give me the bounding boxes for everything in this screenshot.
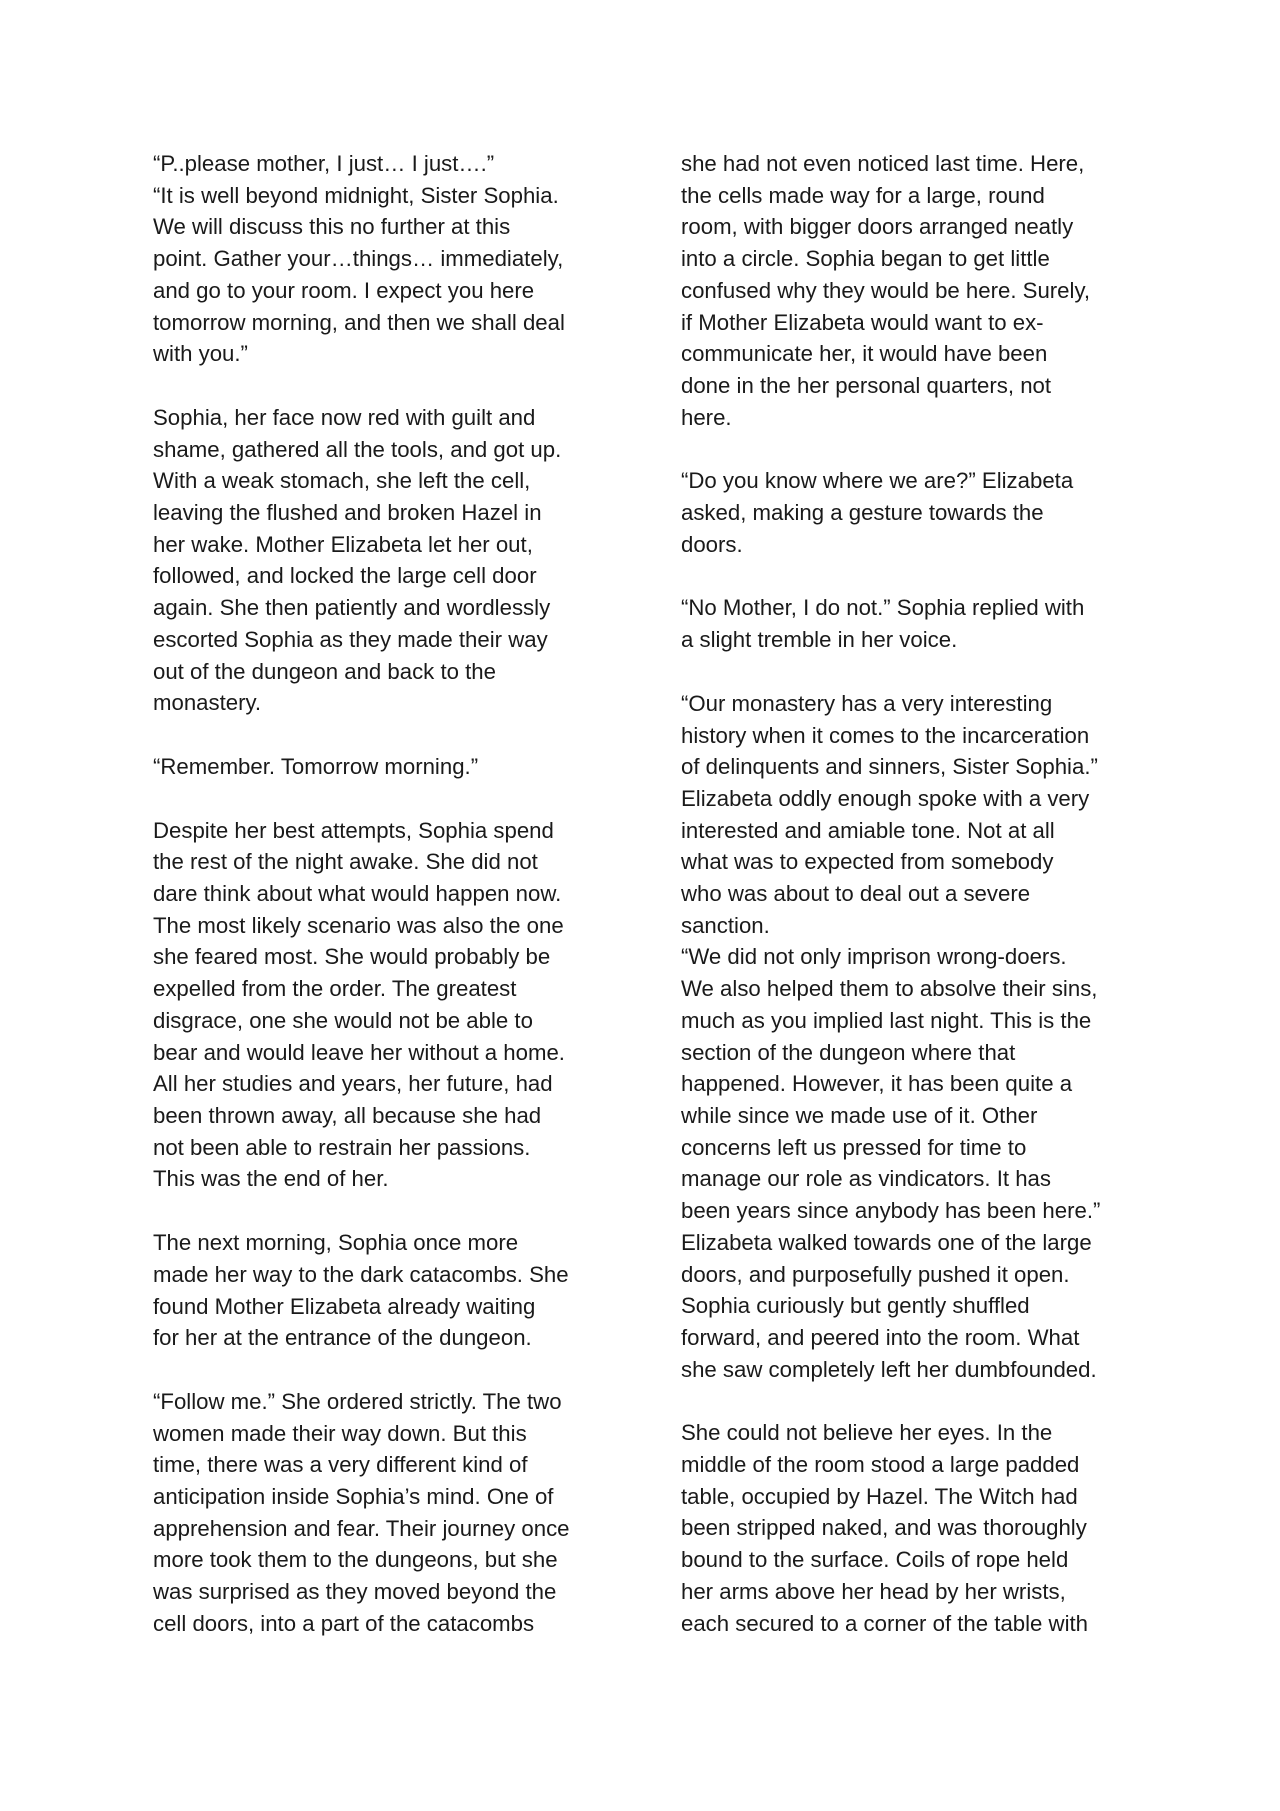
text-line: a slight tremble in her voice. (681, 627, 958, 653)
paragraph (681, 148, 1151, 433)
text-line: time, there was a very different kind of (153, 1452, 528, 1478)
text-line: “P..please mother, I just… I just….” (153, 151, 495, 176)
text-line: she feared most. She would probably be (153, 944, 551, 970)
text-line: here. (681, 404, 732, 430)
text-line: found Mother Elizabeta already waiting (153, 1293, 536, 1319)
text-line: out of the dungeon and back to the (153, 658, 496, 684)
text-line: expelled from the order. The greatest (153, 976, 517, 1002)
text-line: happened. However, it has been quite a (681, 1071, 1073, 1097)
text-line: dare think about what would happen now. (153, 881, 562, 907)
text-line: monastery. (153, 690, 262, 716)
text-line: Despite her best attempts, Sophia spend (153, 817, 554, 843)
paragraph (153, 148, 623, 370)
text-line: she had not even noticed last time. Here, (681, 151, 1085, 176)
text-line: apprehension and fear. Their journey once (153, 1515, 570, 1541)
text-line: more took them to the dungeons, but she (153, 1547, 558, 1573)
text-line: The most likely scenario was also the one (153, 912, 564, 938)
text-line: middle of the room stood a large padded (681, 1452, 1080, 1478)
text-line: forward, and peered into the room. What (681, 1324, 1080, 1350)
text-line: leaving the flushed and broken Hazel in (153, 500, 542, 526)
text-line: doors. (681, 531, 743, 557)
text-line: Sophia, her face now red with guilt and (153, 404, 536, 430)
text-line: into a circle. Sophia began to get little (681, 246, 1050, 272)
text-line: doors, and purposefully pushed it open. (681, 1261, 1070, 1287)
text-line: All her studies and years, her future, had (153, 1071, 553, 1097)
text-line: table, occupied by Hazel. The Witch had (681, 1483, 1078, 1509)
text-line: and go to your room. I expect you here (153, 277, 535, 303)
text-line: tomorrow morning, and then we shall deal (153, 309, 565, 335)
paragraph (153, 402, 623, 719)
text-line: She could not believe her eyes. In the (681, 1420, 1053, 1446)
text-line: not been able to restrain her passions. (153, 1134, 531, 1160)
text-line: This was the end of her. (153, 1166, 389, 1192)
paragraph (681, 592, 1151, 655)
paragraph (681, 465, 1151, 560)
text-line: the cells made way for a large, round (681, 182, 1045, 208)
text-line: Elizabeta oddly enough spoke with a very (681, 785, 1090, 811)
text-line: disgrace, one she would not be able to (153, 1007, 533, 1033)
text-line: “Follow me.” She ordered strictly. The two (153, 1388, 562, 1414)
text-line: while since we made use of it. Other (681, 1102, 1038, 1128)
paragraph (153, 815, 623, 1195)
paragraph (153, 1386, 623, 1640)
text-line: Elizabeta walked towards one of the large (681, 1229, 1092, 1255)
text-line: manage our role as vindicators. It has (681, 1166, 1051, 1192)
text-line: been thrown away, all because she had (153, 1102, 542, 1128)
text-line: who was about to deal out a severe (681, 881, 1031, 907)
paragraph (681, 1417, 1151, 1639)
text-line: “It is well beyond midnight, Sister Sophia. (153, 182, 559, 208)
text-line: followed, and locked the large cell door (153, 563, 537, 589)
paragraph (681, 688, 1151, 1385)
text-line: point. Gather your…things… immediately, (153, 246, 564, 272)
text-line: We will discuss this no further at this (153, 214, 511, 240)
text-line: anticipation inside Sophia’s mind. One of (153, 1484, 554, 1510)
text-line: made her way to the dark catacombs. She (153, 1261, 569, 1287)
text-line: bear and would leave her without a home. (153, 1039, 565, 1065)
text-line: cell doors, into a part of the catacombs (153, 1610, 535, 1636)
text-line: she saw completely left her dumbfounded. (681, 1356, 1097, 1382)
text-line: “Do you know where we are?” Elizabeta (681, 468, 1074, 494)
text-line: with you.” (153, 341, 248, 367)
text-line: With a weak stomach, she left the cell, (153, 468, 531, 494)
text-line: concerns left us pressed for time to (681, 1134, 1027, 1160)
text-line: what was to expected from somebody (681, 849, 1054, 875)
text-line: again. She then patiently and wordlessly (153, 595, 551, 621)
left-column (153, 148, 623, 1640)
text-line: communicate her, it would have been (681, 341, 1048, 367)
text-line: shame, gathered all the tools, and got up. (153, 436, 562, 462)
text-line: “Remember. Tomorrow morning.” (153, 753, 479, 779)
text-line: done in the her personal quarters, not (681, 372, 1052, 398)
text-line: was surprised as they moved beyond the (153, 1579, 557, 1605)
text-line: history when it comes to the incarceration (681, 722, 1090, 748)
text-line: the rest of the night awake. She did not (153, 849, 538, 875)
text-line: women made their way down. But this (153, 1420, 527, 1446)
text-line: confused why they would be here. Surely, (681, 277, 1091, 303)
text-line: of delinquents and sinners, Sister Sophia.” (681, 754, 1098, 780)
text-line: asked, making a gesture towards the (681, 500, 1044, 526)
text-line: been years since anybody has been here.” (681, 1198, 1101, 1224)
text-line: “No Mother, I do not.” Sophia replied with (681, 595, 1085, 621)
right-column (681, 148, 1151, 1639)
text-line: been stripped naked, and was thoroughly (681, 1515, 1087, 1541)
text-line: “Our monastery has a very interesting (681, 690, 1053, 716)
text-line: bound to the surface. Coils of rope held (681, 1547, 1069, 1573)
text-line: We also helped them to absolve their sins, (681, 976, 1098, 1002)
paragraph (153, 751, 623, 783)
text-line: escorted Sophia as they made their way (153, 626, 548, 652)
paragraph (153, 1227, 623, 1354)
text-line: room, with bigger doors arranged neatly (681, 214, 1074, 240)
text-line: interested and amiable tone. Not at all (681, 817, 1055, 843)
text-line: sanction. (681, 912, 770, 938)
text-line: section of the dungeon where that (681, 1039, 1016, 1065)
text-line: each secured to a corner of the table with (681, 1610, 1089, 1636)
text-line: for her at the entrance of the dungeon. (153, 1325, 532, 1351)
text-line: if Mother Elizabeta would want to ex- (681, 309, 1044, 335)
text-line: her wake. Mother Elizabeta let her out, (153, 531, 533, 557)
text-line: “We did not only imprison wrong-doers. (681, 944, 1067, 970)
text-line: The next morning, Sophia once more (153, 1230, 519, 1256)
text-line: much as you implied last night. This is the (681, 1007, 1092, 1033)
text-line: her arms above her head by her wrists, (681, 1578, 1066, 1604)
text-line: Sophia curiously but gently shuffled (681, 1293, 1030, 1319)
